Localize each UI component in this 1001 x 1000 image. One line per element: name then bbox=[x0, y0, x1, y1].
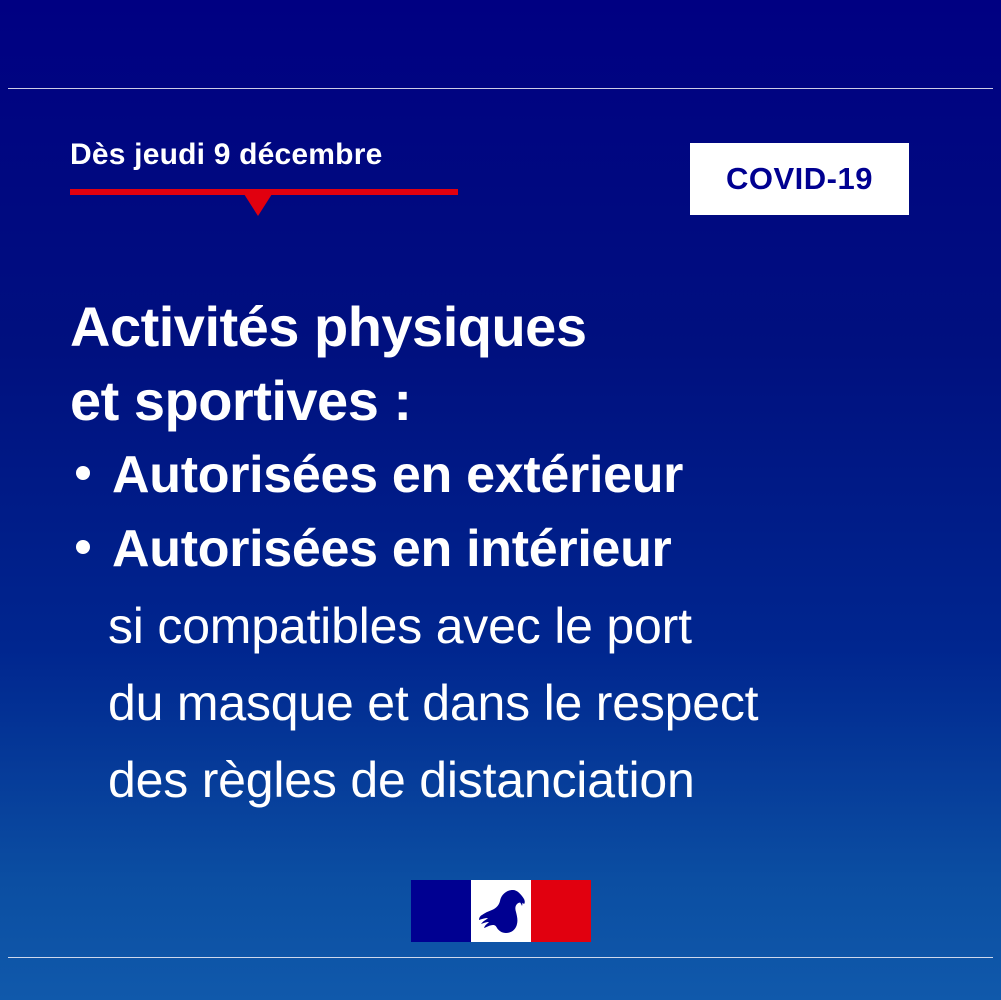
logo-band-blue bbox=[411, 880, 471, 942]
bullet-dot-icon bbox=[76, 540, 90, 554]
subtext-line-3: des règles de distanciation bbox=[108, 751, 695, 808]
marianne-profile-icon bbox=[473, 886, 529, 938]
bullet-dot-icon bbox=[76, 466, 90, 480]
date-block bbox=[70, 138, 490, 195]
list-item bbox=[70, 513, 961, 587]
list-item-label: Autorisées en extérieur bbox=[112, 445, 684, 504]
date-text: Dès jeudi 9 décembre bbox=[70, 138, 383, 171]
subtext-line-1: si compatibles avec le port bbox=[108, 597, 692, 654]
headline-line-1: Activités physiques bbox=[70, 295, 587, 358]
marianne-logo bbox=[411, 880, 591, 942]
bottom-divider bbox=[8, 957, 993, 958]
subtext-line-2: du masque et dans le respect bbox=[108, 674, 759, 731]
date-underline-marker bbox=[70, 189, 458, 195]
status-badge-label: COVID-19 bbox=[726, 161, 873, 196]
logo-band-white bbox=[471, 880, 531, 942]
message-block bbox=[70, 290, 961, 818]
list-item-label: Autorisées en intérieur bbox=[112, 519, 672, 578]
status-badge bbox=[690, 143, 909, 215]
headline-line-2: et sportives : bbox=[70, 369, 412, 433]
top-divider bbox=[8, 88, 993, 89]
list-item bbox=[70, 439, 961, 513]
logo-band-red bbox=[531, 880, 591, 942]
